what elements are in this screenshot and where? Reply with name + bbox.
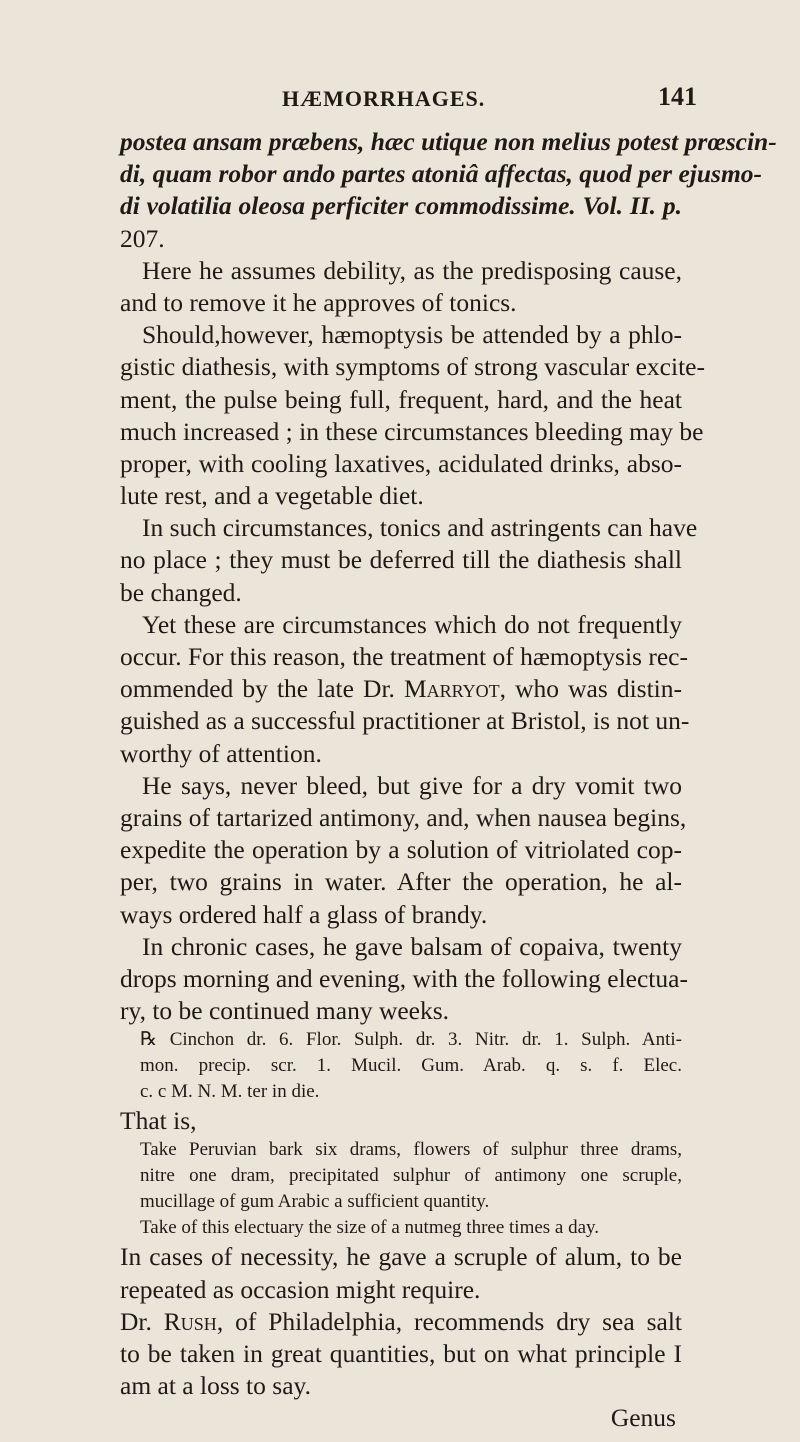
recipe-line: mon. precip. scr. 1. Mucil. Gum. Arab. q. s. f. Elec.	[140, 1055, 682, 1077]
text-line: lute rest, and a vegetable diet.	[120, 481, 424, 511]
proper-name: ush	[180, 1306, 217, 1336]
translation-line: mucillage of gum Arabic a sufficient quantity.	[140, 1191, 490, 1213]
text-line: Here he assumes debility, as the predisposing cause,	[142, 255, 682, 285]
text-line: ment, the pulse being full, frequent, hard, and the heat	[120, 384, 682, 414]
translation-line: Take Peruvian bark six drams, flowers of sulphur three drams,	[140, 1139, 682, 1161]
text-line: per, two grains in water. After the operation, he al-	[120, 867, 682, 897]
page-number: 141	[658, 82, 697, 111]
that-is-line: That is,	[120, 1106, 197, 1136]
body-text	[120, 126, 777, 1434]
text-line: and to remove it he approves of tonics.	[120, 287, 517, 317]
text-line: postea ansam præbens, hæc utique non melius potest prœscin-	[120, 127, 777, 156]
translation-line: Take of this electuary the size of a nutmeg three times a day.	[140, 1217, 600, 1239]
text-line: worthy of attention.	[120, 738, 322, 768]
text-line: be changed.	[120, 577, 242, 607]
text-line: am at a loss to say.	[120, 1371, 311, 1401]
text-line: occur. For this reason, the treatment of hæmoptysis rec-	[120, 642, 688, 671]
text-line: di, quam robor ando partes atoniâ affectas, quod per ejusmo-	[120, 159, 763, 189]
running-title: HÆMORRHAGES.	[282, 86, 486, 111]
text-line: to be taken in great quantities, but on what principle I	[120, 1339, 682, 1368]
translation-line: nitre one dram, precipitated sulphur of antimony one scruple,	[140, 1165, 682, 1187]
catchword: Genus	[610, 1403, 676, 1433]
text-line: ways ordered half a glass of brandy.	[120, 899, 488, 929]
text-line: Yet these are circumstances which do not frequently	[142, 609, 682, 639]
text-line: ommended by the late Dr. Marryot, who was distin-	[120, 674, 682, 704]
text-line: expedite the operation by a solution of vitriolated cop-	[120, 835, 682, 865]
text-line: di volatilia oleosa perficiter commodissime. Vol. II. p.	[120, 191, 682, 221]
text-line: Should,however, hæmoptysis be attended by a phlo-	[142, 320, 682, 350]
text-line: In such circumstances, tonics and astringents can have	[142, 513, 698, 543]
text-line: He says, never bleed, but give for a dry vomit two	[142, 770, 682, 800]
recipe-line: c. c M. N. M. ter in die.	[140, 1081, 320, 1103]
text-line: proper, with cooling laxatives, acidulated drinks, abso-	[120, 448, 682, 478]
text-line: In chronic cases, he gave balsam of copaiva, twenty	[142, 931, 682, 961]
closing-paragraphs	[120, 1241, 682, 1402]
recipe-block	[120, 1027, 682, 1105]
translation-block	[120, 1137, 682, 1241]
text-line: no place ; they must be deferred till the diathesis shall	[120, 545, 682, 575]
page-header	[0, 82, 800, 116]
proper-name: arryot	[426, 674, 500, 704]
text-line: repeated as occasion might require.	[120, 1274, 481, 1304]
text-line: drops morning and evening, with the following electua-	[120, 963, 688, 993]
text-line: guished as a successful practitioner at Bristol, is not un-	[120, 706, 690, 736]
main-paragraphs	[120, 126, 777, 1027]
text-line: grains of tartarized antimony, and, when nausea begins,	[120, 802, 687, 832]
text-line: much increased ; in these circumstances bleeding may be	[120, 416, 704, 446]
text-line: 207.	[120, 223, 165, 253]
text-line: ry, to be continued many weeks.	[120, 996, 450, 1026]
text-line: Dr. Rush, of Philadelphia, recommends dry sea salt	[120, 1306, 682, 1336]
recipe-line: ℞ Cinchon dr. 6. Flor. Sulph. dr. 3. Nitr. dr. 1. Sulph. Anti-	[140, 1029, 682, 1051]
text-line: In cases of necessity, he gave a scruple of alum, to be	[120, 1242, 682, 1272]
text-line: gistic diathesis, with symptoms of strong vascular excite-	[120, 352, 705, 382]
